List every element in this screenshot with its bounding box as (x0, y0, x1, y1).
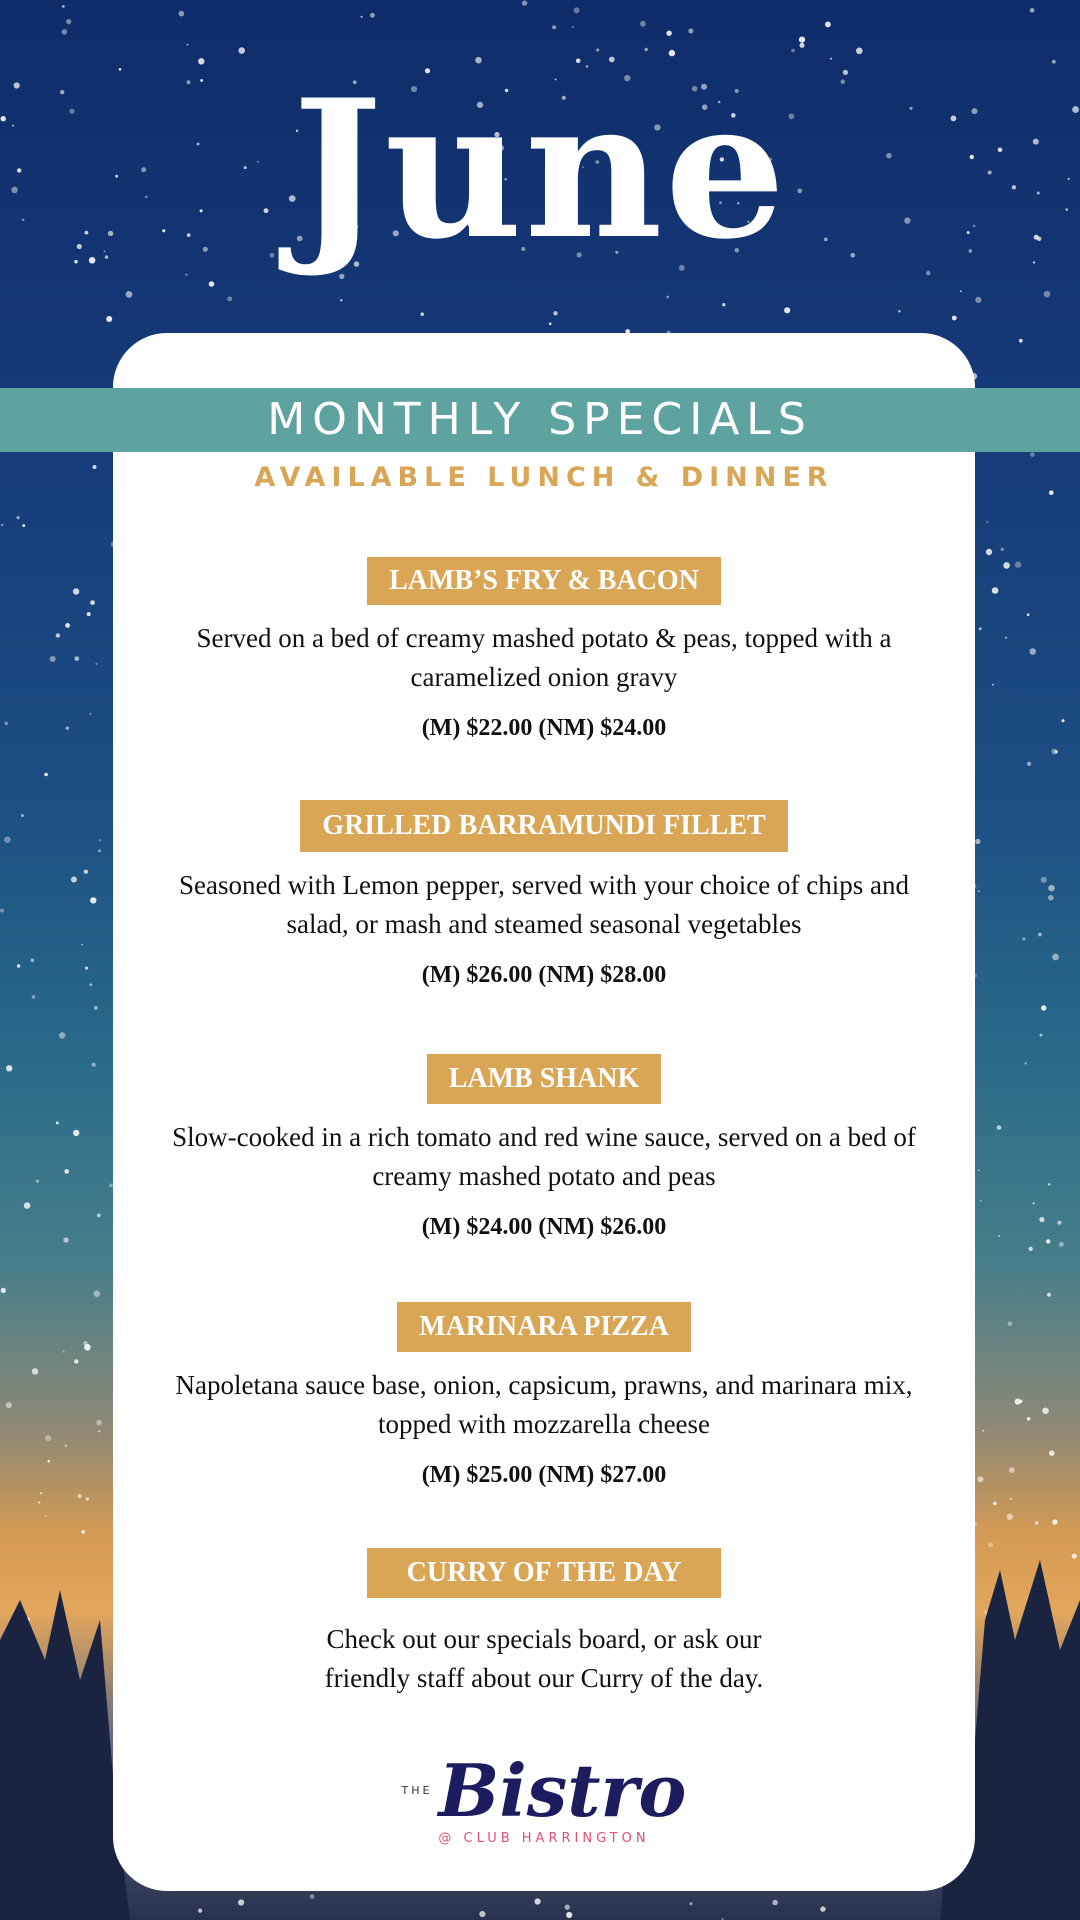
menu-item-name: LAMB’S FRY & BACON (367, 557, 721, 605)
menu-item-description: Seasoned with Lemon pepper, served with your choice of chips and salad, or mash and steamed seasonal vegetables (179, 870, 909, 939)
menu-item-price: (M) $25.00 (NM) $27.00 (421, 1462, 667, 1488)
menu-item (113, 557, 975, 742)
menu-item-description: Check out our specials board, or ask our friendly staff about our Curry of the day. (324, 1624, 764, 1693)
menu-item-name: CURRY OF THE DAY (367, 1548, 722, 1598)
menu-item (113, 1054, 975, 1241)
logo-club-text: @ CLUB HARRINGTON (438, 1831, 650, 1846)
menu-item-price: (M) $24.00 (NM) $26.00 (421, 1214, 667, 1240)
menu-item (113, 1302, 975, 1489)
menu-item-description: Served on a bed of creamy mashed potato & peas, topped with a caramelized onion gravy (196, 623, 892, 692)
menu-item-price: (M) $26.00 (NM) $28.00 (421, 962, 667, 988)
menu-item-name: MARINARA PIZZA (397, 1302, 691, 1352)
menu-item (113, 800, 975, 989)
logo-name-text: Bistro (438, 1748, 687, 1833)
menu-item-name: GRILLED BARRAMUNDI FILLET (300, 800, 787, 852)
menu-item-price: (M) $22.00 (NM) $24.00 (421, 715, 667, 741)
availability-subtitle: AVAILABLE LUNCH & DINNER (254, 462, 834, 493)
page-title: June (292, 58, 788, 281)
monthly-specials-banner: MONTHLY SPECIALS (0, 388, 1080, 452)
bistro-logo (113, 1748, 975, 1846)
logo-the-text: THE (401, 1784, 433, 1797)
menu-item-description: Napoletana sauce base, onion, capsicum, prawns, and marinara mix, topped with mozzarella cheese (175, 1370, 913, 1439)
menu-item-description: Slow-cooked in a rich tomato and red wine sauce, served on a bed of creamy mashed potato and peas (172, 1122, 916, 1191)
menu-item (113, 1548, 975, 1698)
menu-item-name: LAMB SHANK (427, 1054, 662, 1104)
